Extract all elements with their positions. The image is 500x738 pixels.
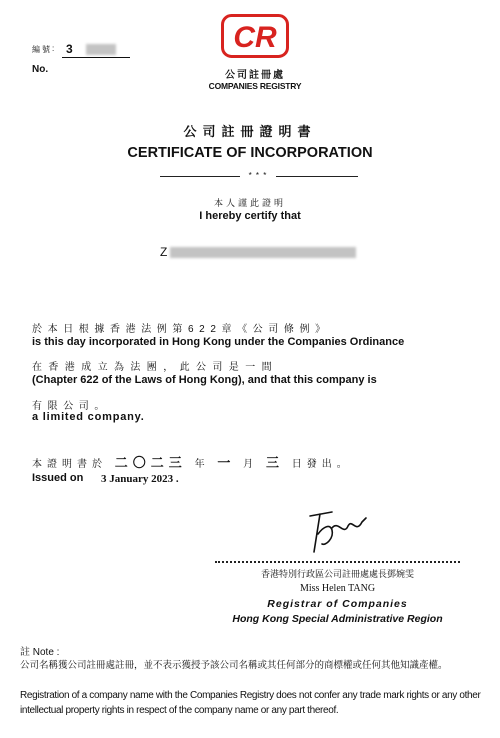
signature-line <box>215 561 460 563</box>
number-underline <box>62 57 130 58</box>
body-en-line3: a limited company. <box>32 411 145 423</box>
body-en-line1: is this day incorporated in Hong Kong under the Companies Ordinance <box>32 336 405 348</box>
body-zh-line3: 有限公司。 <box>32 401 110 412</box>
registrar-name: Miss Helen TANG <box>299 583 376 594</box>
issue-date-zh <box>32 452 352 471</box>
issued-on-label: Issued on <box>32 472 84 484</box>
issue-year-unit: 年 <box>194 459 210 470</box>
issue-month-zh: 一 <box>217 455 236 470</box>
issued-on-date: 3 January 2023 . <box>101 473 179 485</box>
number-label-en: No. <box>32 64 49 75</box>
number-label-zh: 編號 <box>32 45 52 54</box>
body-zh-line1: 於本日根據香港法例第622章《公司條例》 <box>32 324 331 335</box>
issue-year-zh: 二〇二三 <box>114 455 187 470</box>
issue-month-unit: 月 <box>243 459 259 470</box>
note-text-zh: 公司名稱獲公司註冊處註冊，並不表示獲授予該公司名稱或其任何部分的商標權或任何其他知識產權。 <box>20 660 448 671</box>
logo-text: CR <box>233 21 277 54</box>
title-zh: 公司註冊證明書 <box>183 124 317 139</box>
company-name: Z <box>160 245 168 259</box>
redacted-company-name <box>170 247 356 258</box>
issue-prefix-zh: 本證明書於 <box>32 459 107 470</box>
body-zh-line2: 在香港成立為法團，此公司是一間 <box>32 362 278 373</box>
certify-zh: 本人謹此證明 <box>213 198 286 208</box>
registry-name-en: COMPANIES REGISTRY <box>208 81 302 91</box>
note-text-en: Registration of a company name with the Companies Registry does not confer any trade mark rights or any other intellectual property rights in respect of the company name or any part thereof. <box>20 690 481 716</box>
certificate-number: 3 <box>66 42 73 56</box>
issue-suffix-zh: 日發出。 <box>291 459 352 470</box>
separator-right <box>276 176 358 177</box>
issue-day-zh: 三 <box>265 455 284 470</box>
body-en-line2: (Chapter 622 of the Laws of Hong Kong), and that this company is <box>32 374 377 386</box>
separator-stars: * * * <box>248 171 268 180</box>
registrar-title: Registrar of Companies <box>267 598 408 610</box>
registrar-title-zh: 香港特別行政區公司註冊處處長鄧婉雯 <box>260 569 414 579</box>
companies-registry-logo <box>221 14 289 58</box>
title-en: CERTIFICATE OF INCORPORATION <box>127 145 373 161</box>
separator-left <box>160 176 240 177</box>
registrar-signature <box>300 506 372 558</box>
number-colon: : <box>52 44 55 53</box>
redacted-number <box>86 44 116 55</box>
registrar-region: Hong Kong Special Administrative Region <box>232 613 443 625</box>
registry-name-zh: 公司註冊處 <box>225 70 285 81</box>
note-label: 註 Note : <box>20 647 60 658</box>
certify-en: I hereby certify that <box>199 210 301 222</box>
